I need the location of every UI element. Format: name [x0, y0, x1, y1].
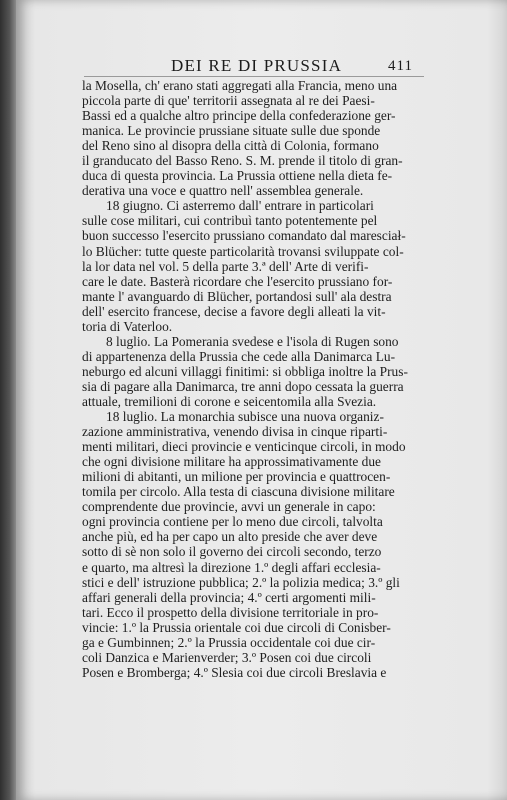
text-line: la lor data nel vol. 5 della parte 3.ª dell' Arte di verifi- [82, 258, 369, 274]
text-line: affari generali della provincia; 4.º certi argomenti mili- [82, 589, 376, 605]
text-line: ogni provincia contiene per lo meno due circoli, talvolta [82, 514, 383, 530]
text-line: vincie: 1.º la Prussia orientale coi due circoli di Conisber- [82, 619, 391, 635]
text-line: Posen e Bromberga; 4.º Slesia coi due circoli Breslavia e [82, 664, 387, 680]
text-line: attuale, tremilioni di corone e seicentomila alla Svezia. [82, 393, 377, 409]
paragraph-start-line: 8 luglio. La Pomerania svedese e l'isola di Rugen sono [106, 333, 399, 349]
text-line: sotto di sè non solo il governo dei circoli secondo, terzo [82, 544, 382, 560]
text-line: duca di questa provincia. La Prussia ottiene nella dieta fe- [82, 168, 393, 184]
text-line: stici e dell' istruzione pubblica; 2.º la polizia medica; 3.º gli [82, 574, 400, 590]
text-line: ga e Gumbinnen; 2.º la Prussia occidentale coi due cir- [82, 634, 376, 650]
text-line: lo Blücher: tutte queste particolarità trovansi sviluppate col- [82, 243, 404, 259]
text-line: menti militari, dieci provincie e venticinque circoli, in modo [82, 439, 406, 455]
text-line: care le date. Basterà ricordare che l'esercito prussiano for- [82, 273, 393, 289]
text-line: tari. Ecco il prospetto della divisione territoriale in pro- [82, 604, 379, 620]
text-line: mante l' avanguardo di Blücher, portandosi sull' ala destra [82, 288, 392, 304]
book-binding-edge [0, 0, 16, 800]
running-title: DEI RE DI PRUSSIA [171, 56, 343, 75]
body-text [82, 78, 434, 680]
text-line: comprendente due provincie, avvi un generale in capo: [82, 499, 376, 515]
text-line: tomila per circolo. Alla testa di ciascuna divisione militare [82, 484, 395, 500]
paragraph-start-line: 18 giugno. Ci asterremo dall' entrare in particolari [106, 198, 374, 214]
text-line: zazione amministrativa, venendo divisa in cinque riparti- [82, 424, 388, 440]
book-page [16, 0, 507, 800]
text-line: e quarto, ma altresì la direzione 1.º degli affari ecclesia- [82, 559, 381, 575]
text-line: il granducato del Basso Reno. S. M. prende il titolo di gran- [82, 153, 403, 169]
text-line: neburgo ed alcuni villaggi finitimi: si obbliga inoltre la Prus- [82, 363, 408, 379]
text-line: coli Danzica e Marienverder; 3.º Posen coi due circoli [82, 649, 372, 665]
text-line: sulle cose militari, cui contribuì tanto potentemente pel [82, 213, 378, 229]
text-line: di appartenenza della Prussia che cede alla Danimarca Lu- [82, 348, 396, 364]
text-line: anche più, ed ha per capo un alto preside che aver deve [82, 529, 378, 545]
header-rule [84, 76, 424, 77]
text-line: toria di Vaterloo. [82, 318, 173, 334]
text-line: derativa una voce e quattro nell' assemblea generale. [82, 183, 364, 199]
text-line: che ogni divisione militare ha approssimativamente due [82, 454, 381, 470]
paragraph-start-line: 18 luglio. La monarchia subisce una nuova organiz- [106, 409, 384, 425]
text-line: sia di pagare alla Danimarca, tre anni dopo cessata la guerra [82, 378, 404, 394]
text-line: dell' esercito francese, decise a favore degli alleati la vit- [82, 303, 386, 319]
text-line: milioni di abitanti, un milione per provincia e quattrocen- [82, 469, 391, 485]
text-line: buon successo l'esercito prussiano comandato dal maresciał- [82, 228, 406, 244]
text-line: piccola parte di que' territorii assegnata al re dei Paesi- [82, 93, 375, 109]
text-line: la Mosella, ch' erano stati aggregati alla Francia, meno una [82, 78, 398, 93]
page-number: 411 [388, 58, 413, 74]
text-line: manica. Le provincie prussiane situate sulle due sponde [82, 123, 381, 139]
text-line: Bassi ed a qualche altro principe della confederazione ger- [82, 108, 396, 124]
text-line: del Reno sino al disopra della città di Colonia, formano [82, 138, 379, 154]
